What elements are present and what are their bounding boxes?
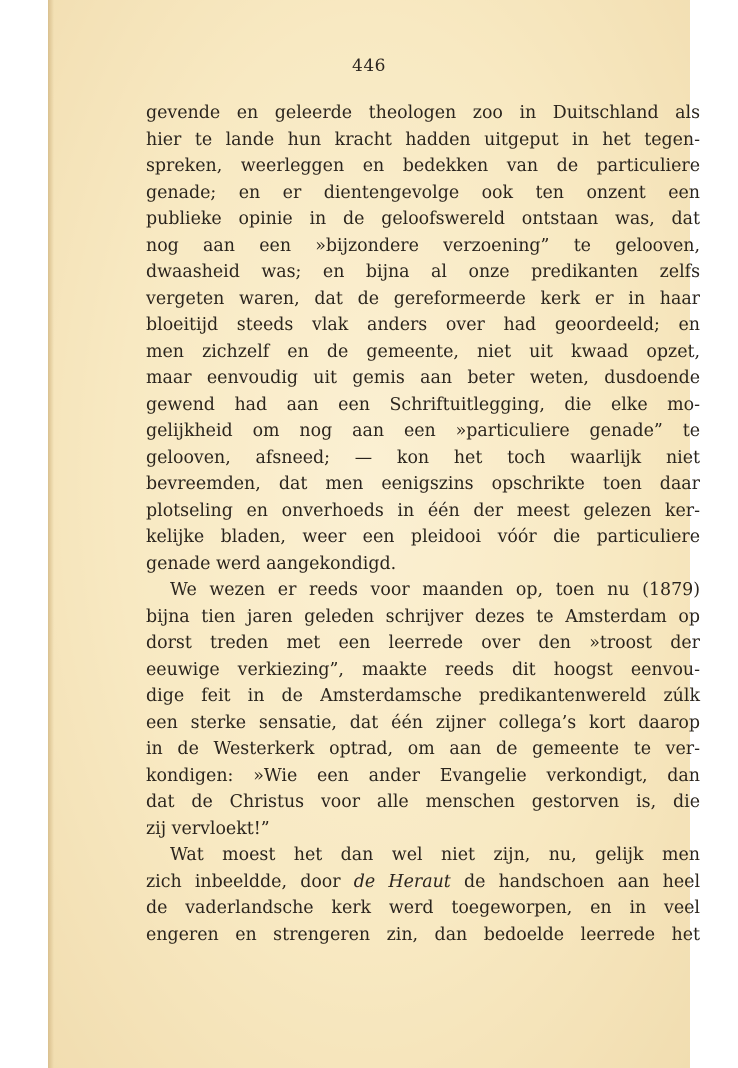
page-number: 446 xyxy=(352,56,386,76)
paragraph-end-line: zij vervloekt!” xyxy=(146,818,270,839)
text-line: hier te lande hun kracht hadden uitgeput in het tegen- xyxy=(146,129,700,150)
paragraph-start-line: We wezen er reeds voor maanden op, toen nu (1879) xyxy=(170,580,700,600)
text-line: gelooven, afsneed; — kon het toch waarlijk niet xyxy=(146,447,700,468)
text-line: gevende en geleerde theologen zoo in Duitschland als xyxy=(146,103,700,123)
text-line: dorst treden met een leerrede over den »troost der xyxy=(146,633,700,653)
paragraph-end-line: genade werd aangekondigd. xyxy=(146,553,397,574)
body-text xyxy=(146,100,700,948)
paragraph-start-line: Wat moest het dan wel niet zijn, nu, gelijk men xyxy=(170,845,700,865)
text-line: plotseling en onverhoeds in één der meest gelezen ker- xyxy=(146,500,700,521)
text-line: de vaderlandsche kerk werd toegeworpen, en in veel xyxy=(146,898,700,918)
text-line: dwaasheid was; en bijna al onze predikanten zelfs xyxy=(146,262,700,282)
text-line: gewend had aan een Schriftuitlegging, die elke mo- xyxy=(146,394,700,415)
text-line: publieke opinie in de geloofswereld ontstaan was, dat xyxy=(146,209,700,229)
publication-title: de Heraut xyxy=(353,871,451,892)
text-line: engeren en strengeren zin, dan bedoelde leerrede het xyxy=(146,924,700,945)
text-line: men zichzelf en de gemeente, niet uit kwaad opzet, xyxy=(146,341,700,362)
text-line: bijna tien jaren geleden schrijver dezes te Amsterdam op xyxy=(146,606,700,627)
text-line-with-italic xyxy=(146,869,700,896)
text-line: spreken, weerleggen en bedekken van de particuliere xyxy=(146,156,700,176)
text-line: gelijkheid om nog aan een »particuliere genade” te xyxy=(146,421,700,441)
text-line: eeuwige verkiezing”, maakte reeds dit hoogst eenvou- xyxy=(146,659,700,680)
line-segment: zich inbeeldde, door xyxy=(146,871,354,892)
text-line: dige feit in de Amsterdamsche predikantenwereld zúlk xyxy=(146,686,700,706)
text-line: in de Westerkerk optrad, om aan de gemeente te ver- xyxy=(146,739,700,759)
text-line: een sterke sensatie, dat één zijner collega’s kort daarop xyxy=(146,712,700,733)
text-line: vergeten waren, dat de gereformeerde kerk er in haar xyxy=(146,288,700,309)
text-line: bloeitijd steeds vlak anders over had geoordeeld; en xyxy=(146,315,700,335)
text-line: bevreemden, dat men eenigszins opschrikte toen daar xyxy=(146,474,700,494)
text-line: kelijke bladen, weer een pleidooi vóór die particuliere xyxy=(146,527,700,547)
text-line: dat de Christus voor alle menschen gestorven is, die xyxy=(146,792,700,812)
text-line: maar eenvoudig uit gemis aan beter weten, dusdoende xyxy=(146,368,700,388)
text-line: kondigen: »Wie een ander Evangelie verkondigt, dan xyxy=(146,765,700,786)
line-segment: de handschoen aan heel xyxy=(450,871,701,892)
text-line: nog aan een »bijzondere verzoening” te gelooven, xyxy=(146,235,700,256)
page-edge-shadow xyxy=(48,0,54,1068)
text-line: genade; en er dientengevolge ook ten onzent een xyxy=(146,182,700,203)
book-page xyxy=(48,0,701,1068)
